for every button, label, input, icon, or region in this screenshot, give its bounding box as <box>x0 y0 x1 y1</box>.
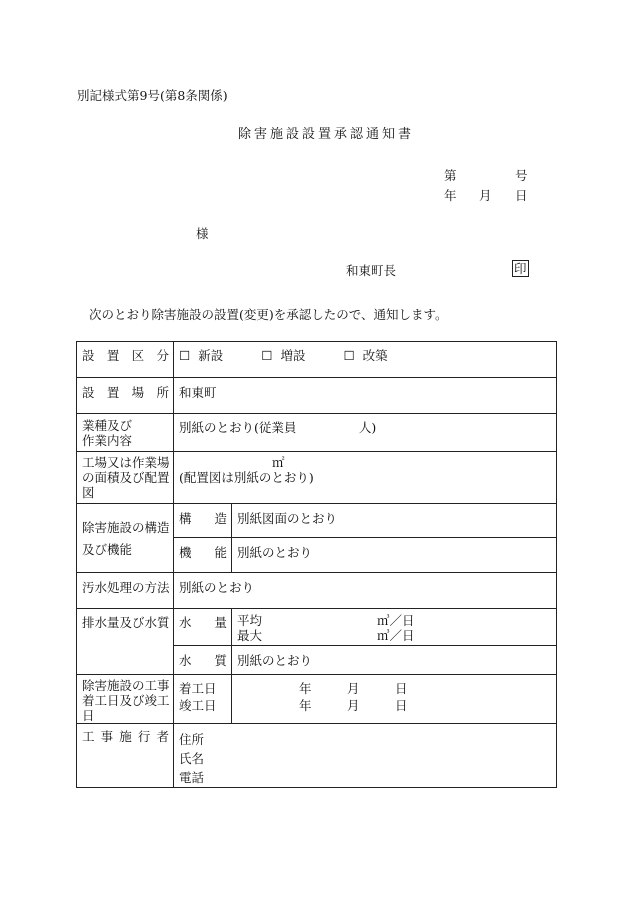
intro-text: 次のとおり除害施設の設置(変更)を承認したので、通知します。 <box>89 307 448 322</box>
volume-unit: ㎥／日 <box>377 613 415 628</box>
label-structure: 構 造 <box>174 504 232 538</box>
label-area: 工場又は作業場の面積及び配置図 <box>77 452 174 504</box>
option-expansion[interactable]: ☐ 増設 <box>261 348 306 363</box>
schedule-values <box>232 675 557 724</box>
row-contractor <box>77 724 557 788</box>
date-day: 日 <box>515 188 528 203</box>
end-date: 年 月 日 <box>299 698 408 713</box>
label-function: 機 能 <box>174 538 232 573</box>
contractor-address: 住所 <box>179 732 205 747</box>
volume-unit: ㎥／日 <box>377 628 415 643</box>
checkbox-icon: ☐ <box>261 348 273 363</box>
label-category: 設 置 区 分 <box>77 342 174 378</box>
quality-value: 別紙のとおり <box>232 646 557 675</box>
row-category <box>77 342 557 378</box>
function-value: 別紙のとおり <box>232 538 557 573</box>
date-year: 年 <box>444 188 457 203</box>
row-business <box>77 414 557 452</box>
row-area <box>77 452 557 504</box>
label-location: 設 置 場 所 <box>77 378 174 414</box>
label-discharge: 排水量及び水質 <box>77 609 174 675</box>
location-value: 和東町 <box>174 378 557 414</box>
row-discharge-volume <box>77 609 557 646</box>
form-table <box>76 341 557 788</box>
addressee-suffix: 様 <box>196 226 209 241</box>
volume-average: 平均 ㎥／日 <box>237 613 415 628</box>
wastewater-value: 別紙のとおり <box>174 573 557 609</box>
document-title: 除害施設設置承認通知書 <box>238 127 415 142</box>
start-date: 年 月 日 <box>299 681 408 696</box>
volume-values <box>232 609 557 646</box>
contractor-name: 氏名 <box>179 751 205 766</box>
form-reference: 別記様式第9号(第8条関係) <box>77 88 228 103</box>
area-value <box>174 452 557 504</box>
label-business: 業種及び 作業内容 <box>77 414 174 452</box>
number-prefix: 第 <box>444 168 457 183</box>
structure-value: 別紙図面のとおり <box>232 504 557 538</box>
area-note: (配置図は別紙のとおり) <box>179 470 314 485</box>
label-volume: 水 量 <box>174 609 232 646</box>
checkbox-icon: ☐ <box>343 348 355 363</box>
row-location <box>77 378 557 414</box>
contractor-phone: 電話 <box>179 770 205 785</box>
label-schedule-dates: 着工日 竣工日 <box>174 675 232 724</box>
contractor-fields <box>174 724 557 788</box>
row-wastewater <box>77 573 557 609</box>
checkbox-icon: ☐ <box>179 348 191 363</box>
label-schedule: 除害施設の工事着工日及び竣工日 <box>77 675 174 724</box>
volume-max: 最大 ㎥／日 <box>237 628 415 643</box>
business-value: 別紙のとおり(従業員 人) <box>174 414 557 452</box>
number-suffix: 号 <box>515 168 528 183</box>
label-quality: 水 質 <box>174 646 232 675</box>
category-options <box>174 342 557 378</box>
row-schedule <box>77 675 557 724</box>
option-new[interactable]: ☐ 新設 <box>179 348 224 363</box>
option-renovation[interactable]: ☐ 改築 <box>343 348 388 363</box>
date-month: 月 <box>479 188 492 203</box>
issuer-name: 和東町長 <box>346 263 397 278</box>
area-unit: ㎡ <box>272 455 285 470</box>
label-facility: 除害施設の構造 及び機能 <box>77 504 174 573</box>
seal-mark: 印 <box>514 261 527 276</box>
row-facility-structure <box>77 504 557 538</box>
label-contractor: 工 事 施 行 者 <box>77 724 174 788</box>
label-wastewater: 汚水処理の方法 <box>77 573 174 609</box>
